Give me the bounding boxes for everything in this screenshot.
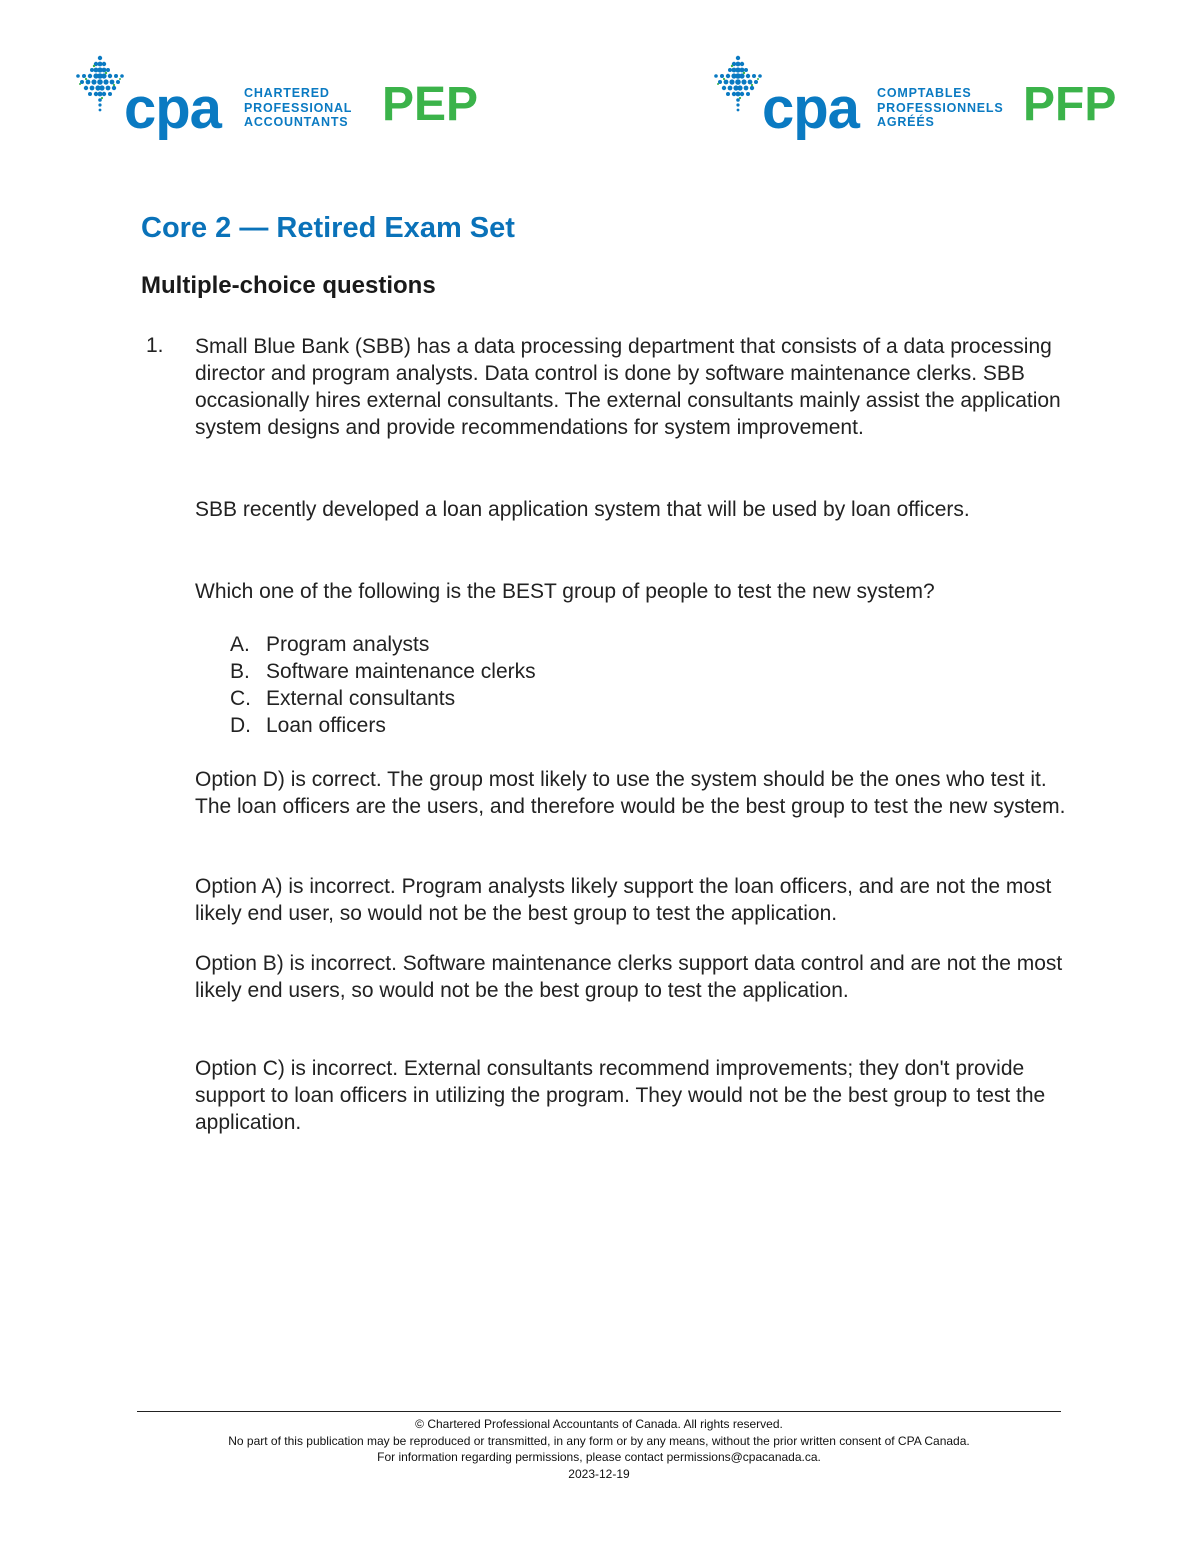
question-number: 1. xyxy=(146,334,164,357)
option-letter: C. xyxy=(230,687,251,710)
answer-option xyxy=(230,631,536,658)
explanation-paragraph: Option C) is incorrect. External consultants recommend improvements; they don't provide support to loan officers in utilizing the program. They would not be the best group to test the application. xyxy=(195,1057,1046,1134)
question-paragraph: SBB recently developed a loan application system that will be used by loan officers. xyxy=(195,498,970,521)
page-footer xyxy=(137,1416,1061,1482)
reproduction-notice: No part of this publication may be reproduced or transmitted, in any form or by any means, without the prior written consent of CPA Canada. xyxy=(228,1433,970,1448)
footer-divider xyxy=(137,1411,1061,1412)
program-name: PEP xyxy=(382,78,479,131)
document-title: Core 2 — Retired Exam Set xyxy=(141,212,515,244)
copyright-line: © Chartered Professional Accountants of Canada. All rights reserved. xyxy=(415,1417,783,1431)
explanation-paragraph: Option D) is correct. The group most likely to use the system should be the ones who test it. The loan officers are the users, and therefore would be the best group to test the new system. xyxy=(195,768,1066,818)
option-text: Software maintenance clerks xyxy=(266,660,536,683)
cpa-wordmark: cpa xyxy=(762,76,859,141)
question-prompt: Which one of the following is the BEST group of people to test the new system? xyxy=(195,580,935,603)
option-text: Program analysts xyxy=(266,633,430,656)
option-letter: A. xyxy=(230,633,250,656)
answer-option xyxy=(230,658,536,685)
explanation-paragraph: Option B) is incorrect. Software maintenance clerks support data control and are not the most likely end users, so would not be the best group to test the application. xyxy=(195,952,1063,1002)
explanation-paragraph: Option A) is incorrect. Program analysts likely support the loan officers, and are not the most likely end user, so would not be the best group to test the application. xyxy=(195,875,1052,925)
logo-tagline: COMPTABLES PROFESSIONNELS AGRÉÉS xyxy=(877,86,1004,129)
maple-leaf-dots-icon xyxy=(710,54,766,116)
permissions-line: For information regarding permissions, please contact permissions@cpacanada.ca. xyxy=(377,1450,821,1464)
option-text: Loan officers xyxy=(266,714,386,737)
option-letter: B. xyxy=(230,660,250,683)
logo-tagline: CHARTERED PROFESSIONAL ACCOUNTANTS xyxy=(244,86,353,129)
program-name: PFP xyxy=(1023,78,1117,131)
publication-date: 2023-12-19 xyxy=(568,1466,630,1481)
cpa-pfp-logo xyxy=(710,54,1130,141)
cpa-pep-logo xyxy=(72,54,502,141)
option-text: External consultants xyxy=(266,687,456,710)
cpa-wordmark: cpa xyxy=(124,76,221,141)
answer-option xyxy=(230,685,536,712)
section-heading: Multiple-choice questions xyxy=(141,272,436,299)
answer-options xyxy=(230,631,536,739)
question-paragraph: Small Blue Bank (SBB) has a data processing department that consists of a data processing director and program analysts. Data control is done by software maintenance clerks. SBB occasionally hires external consultants. The external consultants mainly assist the application system designs and provide recommendations for system improvement. xyxy=(195,335,1061,439)
option-letter: D. xyxy=(230,714,251,737)
maple-leaf-dots-icon xyxy=(72,54,128,116)
answer-option xyxy=(230,712,536,739)
